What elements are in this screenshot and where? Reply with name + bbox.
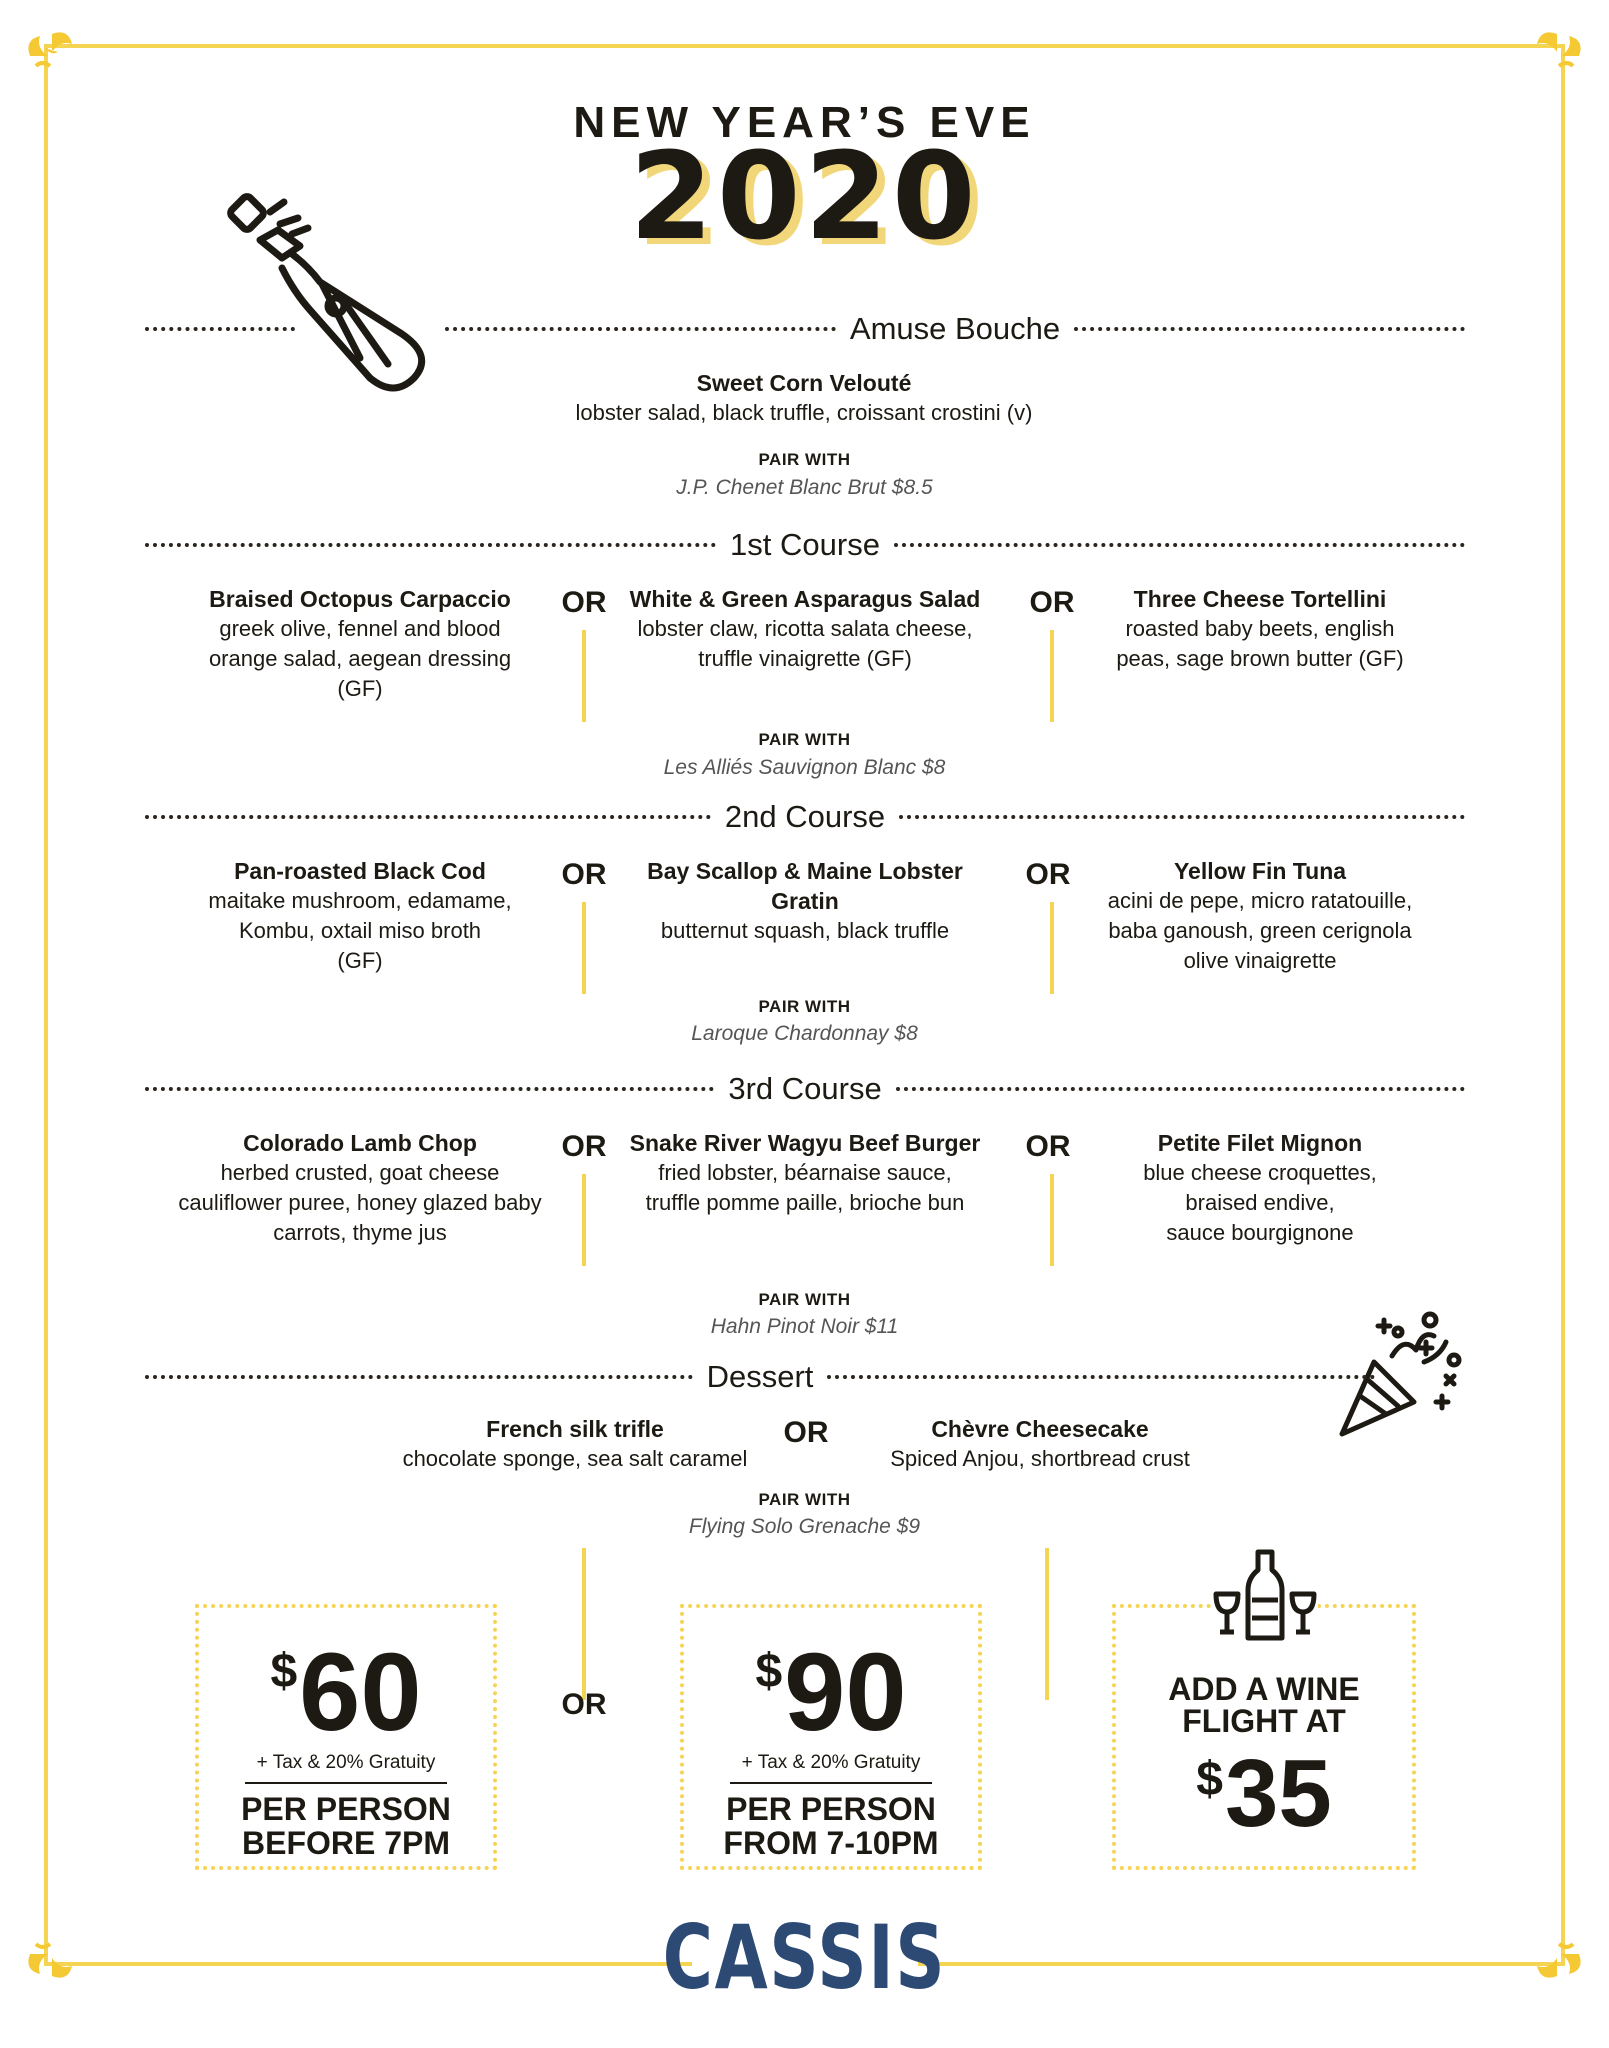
section-title: 3rd Course bbox=[728, 1071, 882, 1106]
dish-name: Pan-roasted Black Cod bbox=[234, 858, 486, 884]
price-amount bbox=[199, 1631, 493, 1754]
time-label: FROM 7-10PM bbox=[723, 1825, 939, 1861]
dish-name: Three Cheese Tortellini bbox=[1133, 586, 1387, 612]
dish-desc: lobster claw, ricotta salata cheese, bbox=[637, 616, 973, 641]
dish-name: Bay Scallop & Maine Lobster Gratin bbox=[647, 858, 963, 914]
dish-desc: baba ganoush, green cerignola bbox=[1108, 918, 1412, 943]
section-2nd-course bbox=[145, 799, 1465, 834]
dotted-rule bbox=[145, 815, 711, 819]
pair-wine: Laroque Chardonnay $8 bbox=[691, 1022, 918, 1045]
rule-line bbox=[245, 1782, 447, 1784]
or-label: OR bbox=[783, 1416, 829, 1449]
wine-flight-box bbox=[1112, 1604, 1416, 1870]
dish-desc: Kombu, oxtail miso broth bbox=[238, 918, 482, 943]
pair-wine: Les Alliés Sauvignon Blanc $8 bbox=[663, 756, 946, 779]
pair-with-label: PAIR WITH bbox=[758, 450, 851, 469]
divider-line bbox=[1050, 630, 1054, 722]
tax-note: + Tax & 20% Gratuity bbox=[741, 1752, 921, 1773]
divider-line bbox=[582, 902, 586, 994]
dish-desc: lobster salad, black truffle, croissant crostini (v) bbox=[575, 400, 1033, 425]
menu-item bbox=[870, 1414, 1210, 1474]
dish-desc: carrots, thyme jus bbox=[273, 1220, 447, 1245]
price-value: 35 bbox=[1224, 1740, 1332, 1847]
section-title: 1st Course bbox=[730, 527, 880, 562]
dish-name: Braised Octopus Carpaccio bbox=[209, 586, 511, 612]
dish-name: Colorado Lamb Chop bbox=[243, 1130, 477, 1156]
pair-with-label: PAIR WITH bbox=[758, 1290, 851, 1309]
brand-logo: CASSIS bbox=[662, 1906, 947, 2009]
dotted-rule bbox=[145, 543, 716, 547]
section-title: Amuse Bouche bbox=[849, 311, 1061, 346]
dotted-rule bbox=[827, 1375, 1375, 1379]
menu-item bbox=[180, 856, 540, 976]
dotted-rule bbox=[1074, 327, 1465, 331]
price-value: 90 bbox=[784, 1631, 907, 1754]
price-box-late bbox=[680, 1604, 982, 1870]
divider-line bbox=[582, 1548, 586, 1700]
menu-item bbox=[1080, 1128, 1440, 1248]
dish-desc: chocolate sponge, sea salt caramel bbox=[402, 1446, 748, 1471]
pair-with-label: PAIR WITH bbox=[758, 730, 851, 749]
dish-desc: cauliflower puree, honey glazed baby bbox=[178, 1190, 542, 1215]
divider-line bbox=[1050, 902, 1054, 994]
wine-flight-label: FLIGHT AT bbox=[1182, 1703, 1346, 1739]
dish-desc: (GF) bbox=[337, 676, 383, 701]
dish-desc: herbed crusted, goat cheese bbox=[220, 1160, 500, 1185]
pair-with-label: PAIR WITH bbox=[758, 1490, 851, 1509]
dish-desc: truffle vinaigrette (GF) bbox=[698, 646, 912, 671]
menu-item bbox=[160, 1128, 560, 1248]
menu-item bbox=[620, 856, 990, 946]
price-box-early bbox=[195, 1604, 497, 1870]
divider-line bbox=[582, 630, 586, 722]
or-label: OR bbox=[1025, 858, 1071, 891]
dish-desc: braised endive, bbox=[1185, 1190, 1335, 1215]
currency-symbol: $ bbox=[270, 1645, 298, 1698]
menu-item bbox=[620, 1128, 990, 1218]
wine-bottle-glasses-icon bbox=[1212, 1548, 1318, 1642]
dotted-rule bbox=[145, 1087, 714, 1091]
section-dessert bbox=[145, 1359, 1465, 1394]
per-person-label: PER PERSON bbox=[241, 1791, 451, 1827]
or-label: OR bbox=[1029, 586, 1075, 619]
champagne-bottle-icon bbox=[222, 188, 442, 408]
or-label: OR bbox=[561, 1688, 607, 1721]
menu-item bbox=[1080, 856, 1440, 976]
menu-item bbox=[620, 584, 990, 674]
dish-name: White & Green Asparagus Salad bbox=[629, 586, 981, 612]
header-year: 2020 bbox=[629, 128, 980, 267]
section-1st-course bbox=[145, 527, 1465, 562]
section-3rd-course bbox=[145, 1071, 1465, 1106]
dish-desc: olive vinaigrette bbox=[1183, 948, 1337, 973]
divider-line bbox=[1045, 1548, 1049, 1700]
per-person-label: PER PERSON bbox=[726, 1791, 936, 1827]
price-value: 60 bbox=[299, 1631, 422, 1754]
corner-flourish-icon bbox=[1527, 1924, 1587, 1984]
dish-desc: maitake mushroom, edamame, bbox=[208, 888, 512, 913]
pair-wine: J.P. Chenet Blanc Brut $8.5 bbox=[676, 476, 933, 499]
dish-desc: truffle pomme paille, brioche bun bbox=[645, 1190, 965, 1215]
price-amount bbox=[684, 1631, 978, 1754]
dish-desc: acini de pepe, micro ratatouille, bbox=[1107, 888, 1413, 913]
dish-desc: butternut squash, black truffle bbox=[660, 918, 950, 943]
wine-flight-price bbox=[1116, 1740, 1412, 1847]
dish-desc: blue cheese croquettes, bbox=[1143, 1160, 1377, 1185]
dotted-rule bbox=[899, 815, 1465, 819]
corner-flourish-icon bbox=[22, 26, 82, 86]
section-title: 2nd Course bbox=[724, 799, 886, 834]
or-label: OR bbox=[561, 1130, 607, 1163]
section-amuse-bouche bbox=[145, 311, 1465, 346]
dish-name: Snake River Wagyu Beef Burger bbox=[629, 1130, 981, 1156]
dish-desc: greek olive, fennel and blood bbox=[219, 616, 501, 641]
pair-wine: Flying Solo Grenache $9 bbox=[688, 1515, 921, 1538]
rule-line bbox=[730, 1782, 932, 1784]
dish-name: French silk trifle bbox=[486, 1416, 664, 1442]
currency-symbol: $ bbox=[1196, 1753, 1223, 1806]
divider-line bbox=[1050, 1174, 1054, 1266]
time-label: BEFORE 7PM bbox=[241, 1825, 451, 1861]
header-title: NEW YEAR’S EVE bbox=[573, 98, 1036, 147]
menu-item bbox=[1080, 584, 1440, 674]
dish-desc: roasted baby beets, english bbox=[1125, 616, 1395, 641]
menu-item bbox=[180, 584, 540, 704]
dotted-rule bbox=[145, 327, 295, 331]
tax-note: + Tax & 20% Gratuity bbox=[256, 1752, 436, 1773]
corner-flourish-icon bbox=[22, 1924, 82, 1984]
dotted-rule bbox=[896, 1087, 1465, 1091]
menu-item bbox=[454, 368, 1154, 428]
corner-flourish-icon bbox=[1527, 26, 1587, 86]
dish-desc: orange salad, aegean dressing bbox=[208, 646, 512, 671]
dish-desc: sauce bourgignone bbox=[1166, 1220, 1354, 1245]
dish-desc: (GF) bbox=[337, 948, 383, 973]
dish-name: Chèvre Cheesecake bbox=[931, 1416, 1149, 1442]
dotted-rule bbox=[445, 327, 836, 331]
dish-desc: Spiced Anjou, shortbread crust bbox=[890, 1446, 1190, 1471]
dish-name: Sweet Corn Velouté bbox=[696, 370, 912, 396]
dotted-rule bbox=[145, 1375, 693, 1379]
section-title: Dessert bbox=[706, 1359, 814, 1394]
dish-name: Petite Filet Mignon bbox=[1157, 1130, 1363, 1156]
or-label: OR bbox=[1025, 1130, 1071, 1163]
dotted-rule bbox=[894, 543, 1465, 547]
currency-symbol: $ bbox=[755, 1645, 783, 1698]
pair-wine: Hahn Pinot Noir $11 bbox=[710, 1315, 899, 1338]
or-label: OR bbox=[561, 858, 607, 891]
dish-name: Yellow Fin Tuna bbox=[1173, 858, 1347, 884]
dish-desc: peas, sage brown butter (GF) bbox=[1116, 646, 1404, 671]
dish-desc: fried lobster, béarnaise sauce, bbox=[658, 1160, 952, 1185]
or-label: OR bbox=[561, 586, 607, 619]
wine-flight-label: ADD A WINE bbox=[1168, 1671, 1360, 1707]
menu-item bbox=[400, 1414, 750, 1474]
divider-line bbox=[582, 1174, 586, 1266]
pair-with-label: PAIR WITH bbox=[758, 997, 851, 1016]
